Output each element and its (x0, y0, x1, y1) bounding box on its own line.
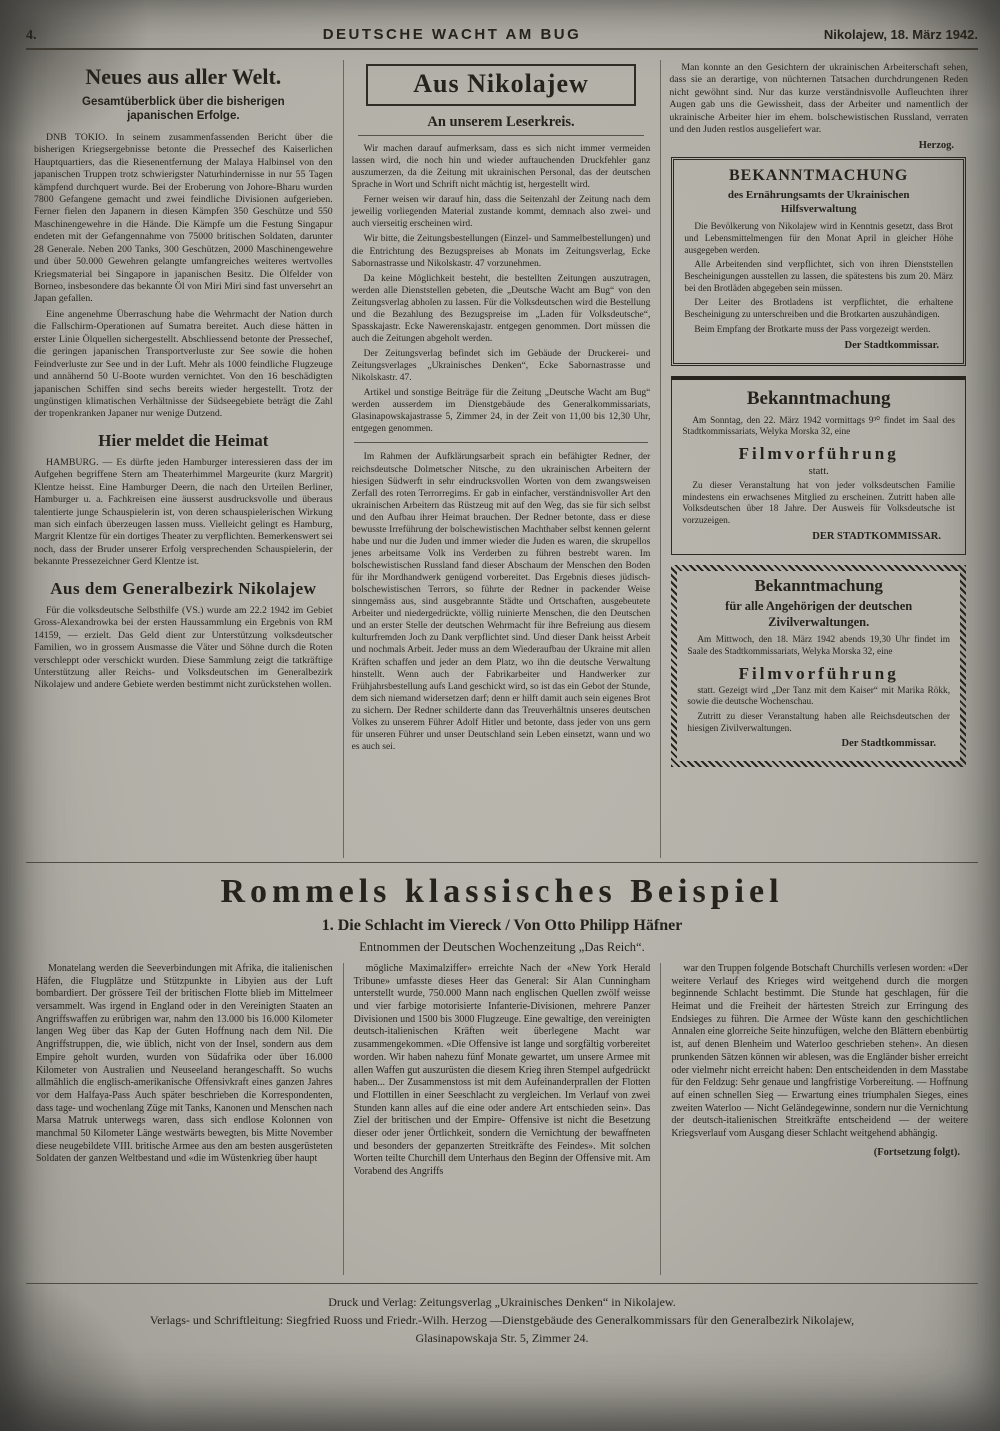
leserkreis-paragraph: Artikel und sonstige Beiträge für die Zeitung „Deutsche Wacht am Bug“ werden ausserdem im Dienstgebäude des Generalkommissariats, Glasinapowskajastrasse 5, Zimmer 24, in der Zeit von 11,00 bis 12,30 Uhr, entgegen genommen. (351, 388, 651, 435)
article-heimat (34, 431, 333, 569)
world-news-subheadline: Gesamtüberblick über die bisherigen japanischen Erfolge. (82, 96, 285, 123)
continuation-note: (Fortsetzung folgt). (873, 1146, 961, 1158)
aufklaerung-continuation: Man konnte an den Gesichtern der ukrainischen Arbeiterschaft sehen, dass sie an derartige, von nüchternen Tatsachen durchdrungenen Reden nicht gewöhnt sind. Nur das kurze verständnisvolle Aufleuchten ihrer Augen gab uns die Gewissheit, dass der Arbeiter und namentlich der ukrainische Arbeiter hier im ehem. bolschewistischen Russland, verraten und den Juden restlos ausgeliefert war. (669, 62, 969, 136)
author-signature: Herzog. (918, 139, 955, 151)
announcement-detail: statt. Gezeigt wird „Der Tanz mit dem Kaiser“ mit Marika Rökk, sowie die deutsche Wochenschau. (687, 685, 951, 708)
masthead-row (26, 26, 978, 50)
announcement-paragraph: Beim Empfang der Brotkarte muss der Pass vorgezeigt werden. (694, 324, 931, 335)
world-news-headline: Neues aus aller Welt. (85, 64, 282, 89)
announcement-signature: Der Stadtkommissar. (841, 738, 937, 750)
announcement-intro: Am Mittwoch, den 18. März 1942 abends 19,30 Uhr findet im Saale des Stadtkommissariats, Welyka Morska 32, eine (687, 635, 951, 657)
section-divider (354, 442, 649, 443)
announcement-title: Bekanntmachung (754, 575, 883, 595)
announcement-subtitle: für alle Angehörigen der deutschen Zivilverwaltungen. (725, 598, 913, 630)
announcement-subtitle: des Ernährungsamts der Ukrainischen Hilfsverwaltung (727, 188, 910, 215)
announcement-title: Bekanntmachung (746, 387, 891, 409)
imprint-line: Druck und Verlag: Zeitungsverlag „Ukrainisches Denken“ in Nikolajew. (328, 1295, 676, 1309)
announcement-paragraph: Alle Arbeitenden sind verpflichtet, sich von ihren Dienststellen Bescheinigungen ausstellen zu lassen, die spätestens bis zum 20. März bei den Brotläden abgegeben sein müssen. (684, 260, 954, 294)
announcement-signature: DER STADTKOMMISSAR. (812, 530, 942, 542)
leserkreis-paragraph: Wir machen darauf aufmerksam, dass es sich nicht immer vermeiden lassen wird, die noch hin und wieder auftauchenden Druckfehler ganz auszumerzen, da die Zeitung mit ukrainischen Personal, das der deutschen Sprache in Wort und Schrift nicht mächtig ist, hergestellt wird. (351, 144, 651, 191)
imprint-line: Verlags- und Schriftleitung: Siegfried Ruoss und Friedr.-Wilh. Herzog —Dienstgebäude des Generalkommissars für den Generalbezirk Nikolajew, (149, 1313, 855, 1327)
film-event-statt: statt. (808, 465, 829, 477)
rommel-source-line: Entnommen der Deutschen Wochenzeitung „Das Reich“. (359, 940, 645, 954)
leserkreis-paragraph: Da keine Möglichkeit besteht, die bestellten Zeitungen auszutragen, werden alle Dienststellen gebeten, die „Deutsche Wacht am Bug“ von den Zeitungsverlag abholen zu lassen. Für die Volksdeutschen wird die Bestellung und die Bezahlung des Bezugspreise im „Laden für Volksdeutsche“, Spasskajastr. Ecke Nawerenskajastr. entgegen genommen. Dort müssen die auch die Zeitungen abgeholt werden. (351, 273, 651, 344)
aus-nikolajew-headline-box (366, 64, 637, 106)
article-generalbezirk (34, 579, 333, 692)
leserkreis-subheadline: An unserem Leserkreis. (358, 114, 645, 136)
leserkreis-paragraph: Wir bitte, die Zeitungsbestellungen (Einzel- und Sammelbestellungen) und die Entrichtung des Bezugspreises ab Monats im Zeitungsverlag, Ecke Sabornastrasse und Nikolskastr. 47 vorzunehmen. (351, 234, 651, 269)
rommel-text: mögliche Maximalziffer» erreichte Nach der «New York Herald Tribune» umfasste dieses Heer das General: Sir Alan Cunningham unterstellt wurde, 750.000 Mann nach englischen Quellen zwölf weisse und vier farbige motorisierte Infanterie-Divisionen, mehrere Panzer Divisionen und 1500 bis 3000 Flugzeuge. Eine gewaltige, den vereinigten deutsch-italienischen Kräften weit überlegene Macht war zusammengekommen. «Die Offensive ist lange und sorgfältig vorbereitet worden. Wir haben nahezu fünf Monate gewartet, um unsere Armee mit allen Waffen gut auszurüsten die diesem Krieg ihren Stempel aufgedrückt haben... Der Zusammenstoss ist mit dem Aufeinanderprallen der Flotten und Flottillen in einer Seeschlacht zu vergleichen. Im Verlauf von zwei Stunden kann alles auf die eine oder andere Art entschieden sein». Das Ziel der britischen und der Empire- Offensive ist nicht die Besetzung dieser oder jener Örtlichkeit, sondern die Vernichtung der bewaffneten und besonders der gepanzerten Streitkräfte des Feindes». Mit solchen Worten teilte Churchill dem Unterhaus den Beginn der Offensive mit. Am Vorabend des Angriffs (353, 963, 651, 1177)
generalbezirk-paragraph: Für die volksdeutsche Selbsthilfe (VS.) wurde am 22.2 1942 im Gebiet Gross-Alexandrowka bei der ersten Haussammlung ein Ergebnis von RM 14159, — erzielt. Das Geld dient zur Unterstützung volksdeutscher Familien, wo in grossem Ausmasse die Väter und Söhne durch die Roten verschleppt oder verschickt wurden. Diese Sammlung zeigt die tatkräftige Unterstützung aller Reichs- und Volksdeutschen im Generalbezirk Nikolajew und andere Gebiete werden bestimmt nicht zurückstehen wollen. (34, 604, 333, 691)
middle-column (343, 60, 661, 858)
announcement-title: BEKANNTMACHUNG (729, 166, 909, 184)
announcement-film-mittwoch (671, 565, 966, 768)
announcement-intro: Am Sonntag, den 22. März 1942 vormittags 9³⁰ findet im Saal des Stadtkommissariats, Welyka Morska 32, eine (682, 415, 956, 438)
article-world-news (34, 64, 333, 421)
rommel-text: war den Truppen folgende Botschaft Churchills verlesen worden: «Der weitere Verlauf des Krieges wird weitgehend durch die morgen beginnende Schlacht bestimmt. Die Stunde hat geschlagen, für die Heimat und die Freiheit der härtesten Streich zur Erringung des Endsieges zu führen. Die Armee der Wüste kann den geschichtlichen Annalen eine glorreiche Seite hinzufügen, welche den Blättern ebenbürtig ist, auf denen Blenheim und Waterloo geschrieben stehen». An diesen prunkenden Sätzen können wir ablesen, was die Engländer bisher erreicht oder vielmehr nicht erreicht haben: Den entscheidenden in dem Masstabe für den Feldzug: Sehr genaue und langfristige Vorbereitung. — Hoffnung auf einen schnellen Sieg — Erwartung eines triumphalen Sieges, eines zweiten Waterloo — Nicht Geländegewinne, sondern nur die Vernichtung der deutsch-italienischen Streitkräfte entscheidend — der weitere Kriegsverlauf vom Ausgang dieser Schlacht weitgehend abhängig. (671, 963, 969, 1139)
rommel-text: Monatelang werden die Seeverbindungen mit Afrika, die italienischen Häfen, die Flugplätze und Stützpunkte in Libyien aus der Luft bombardiert. Der grössere Teil der britischen Flotte blieb im Mittelmeer versammelt. Was irgend in England oder in den Vereinigten Staaten an Angriffswaffen zu erübrigen war, nahm den 13.000 bis 16.000 Kilometer langen Weg über das Kap der Guten Hoffnung nach dem Nil. Die Angriffstruppen, die, wie üblich, nicht von der Insel, sondern aus dem Empire geholt wurden, wurden von Südafrika oder über 16.000 Kilometer von Australien und Neuseeland herangeschafft. So wuchs allmählich die englisch-amerikanische Offensivkraft eines ganzen Jahres vor dem Halfaya-Pass Auch später beschrieben die Korrespondenten, dass tage- und wochenlang Züge mit Tanks, Kanonen und Menschen nach Marsa Matruk unterwegs waren, dass sich endlose Kolonnen von manchmal 50 Kilometer Länge westwärts bewegten, bis Mitte November diese neugebildete VIII. britische Armee aus den am besten ausgerüsteten Soldaten der ganzen Weltbestand und «die im Wüstenkrieg über haupt (36, 963, 333, 1165)
rommel-column-3 (660, 963, 978, 1275)
aus-nikolajew-headline: Aus Nikolajew (413, 69, 589, 98)
rommel-column-2 (343, 963, 661, 1275)
leserkreis-paragraph: Der Zeitungsverlag befindet sich im Gebäude der Druckerei- und Zeitungsverlages „Ukrainisches Denken“, Ecke Sabornastrasse und Nikolskastr. 47. (351, 349, 651, 384)
imprint (26, 1283, 978, 1347)
right-column (660, 60, 978, 858)
announcement-paragraph: Zutritt zu dieser Veranstaltung haben alle Reichsdeutschen der hiesigen Zivilverwaltungen. (687, 712, 951, 734)
upper-columns (26, 60, 978, 858)
dateline: Nikolajew, 18. März 1942. (823, 27, 978, 42)
announcement-paragraph: Zu dieser Veranstaltung hat von jeder volksdeutschen Familie mindestens ein erwachsenes Mitglied zu erscheinen. Zutritt haben alle Volksdeutschen über 18 Jahre. Der Ausweis für Volksdeutsche ist vorzuzeigen. (682, 480, 956, 527)
rommel-subheadline: 1. Die Schlacht im Viereck / Von Otto Philipp Häfner (321, 917, 683, 934)
leserkreis-paragraph: Ferner weisen wir darauf hin, dass die Seitenzahl der Zeitung nach dem jeweilig vorliegenden Material zustande kommt, demnach also zwei- und auch vierseitig erscheinen wird. (351, 195, 651, 230)
film-event-title: Filmvorführung (738, 443, 899, 463)
announcement-paragraph: Der Leiter des Brotladens ist verpflichtet, die erhaltene Bescheinigung zu unterschreiben und die Brotkarten auszuhändigen. (684, 298, 954, 321)
announcement-paragraph: Die Bevölkerung von Nikolajew wird in Kenntnis gesetzt, dass Brot und Lebensmittelmengen für den Monat April in gleicher Höhe ausgegeben werden. (684, 222, 954, 256)
rommel-headline: Rommels klassisches Beispiel (220, 873, 784, 910)
heimat-headline: Hier meldet die Heimat (98, 430, 269, 450)
announcement-inner (677, 571, 960, 762)
world-news-paragraph: Eine angenehme Überraschung habe die Wehrmacht der Nation durch die Fallschirm-Operationen auf Sumatra bereitet. Auch diese hätten in erster Linie Ölquellen sichergestellt. Abschliessend betonte der Pressechef, die geringen japanischen Transportverluste zur See sowie die hohen Feindverluste zur See und in der Luft. Mehr als 1000 feindliche Flugzeuge und annähernd 50 U-Boote wurden vernichtet. Von den 16 beschädigten japanischen Schiffen sind sechs bereits wieder hergestellt. Trotz der ungünstigen klimatischen Verhältnisse der Südseegebiete beträgt die Zahl der tropenkranken Japaner nur wenige Dutzend. (34, 308, 333, 420)
imprint-line: Glasinapowskaja Str. 5, Zimmer 24. (415, 1331, 589, 1345)
aufklaerung-paragraph: Im Rahmen der Aufklärungsarbeit sprach ein befähigter Redner, der reichsdeutsche Dolmetscher Nitsche, zu den ukrainischen Arbeitern der hiesigen Südwerft in sehr eindrucksvollen Worten von dem zwangsweisen Zerfall des roten Terrorregims. Er gab in einfacher, verständnisvoller Art den ukrainischen Arbeitern das Rüstzeug mit auf den Weg, das sie für sich selbst und den Aufbau ihrer Heimat brauchen. Der Redner betonte, dass er diese bewusste Irreführung der bolschewistischen Machthaber selbst kennen gelernt habe und nur die Juden und immer wieder die Juden es waren, die skrupellos jenes arbeitsame Volk ins Verderben zu führen bestrebt waren. Im bolschewistischen Russland fand dieser Abschaum der Menschen den Boden für ihr Mordhandwerk genügend vorbereitet. Das Ergebnis dieses jüdisch-bolschewistischen Terrors, so führte der Redner in packender Weise sinngemäss aus, sind ausgebrannte Städte und Ortschaften, ausgebeutete Arbeiter und niedergedrückte, völlig ruinierte Menschen, die den Deutschen und an erster Stelle der deutschen Wehrmacht für ihre Befreiung aus diesem kulturfremden Joch zu Dank verpflichtet sind. Und dieser Dank heisst Arbeit und nochmals Arbeit. Jeder muss an dem Wiederaufbau der Ukraine mit allen Kräften schaffen und jeder an dem Platz, wo ihn die deutsche Verwaltung hinstellt. Wenn auch der Fabrikarbeiter und Handwerker zur Frühjahrsbestellung aufs Land geschickt wird, so ist das ein Gebot der Stunde, dem sich niemand widersetzen darf; denn er hilft damit auch sein eigenes Brot zu sichern. Der Redner schilderte dann das Treuverhältnis unseres deutschen Volkes zu unserem Führer Adolf Hitler und betonte, dass jeder von uns gern für unseren Führer und unser Deutschland sein Leben einsetzt, wann und wo es auch sei. (351, 452, 651, 752)
rommel-feature (26, 862, 978, 1275)
heimat-paragraph: HAMBURG. — Es dürfte jeden Hamburger interessieren dass der im Aufgehen begriffene Stern am Theaterhimmel Margeurite (kurz Margrit) Klentze heisst. Eine Hamburger Deern, die nach den Urteilen Berliner, Hamburger u. a. Fachkreisen eine äusserst ausdrucksvolle und überaus talentierte junge Schauspielerin ist, von deren schauspielerischen Wirkung man sich einfach überzeugen lassen muss. Vielleicht gelingt es Hamburg, Margrit Klentze für ein dortiges Theater zu verpflichten. Bemerkenswert sei noch, dass der Bruder unserer Erfolg versprechenden Schauspielerin, der bekannte Pressezeichner Gerd Klentze ist. (34, 456, 333, 568)
rommel-columns (26, 963, 978, 1275)
world-news-paragraph: DNB TOKIO. In seinem zusammenfassenden Bericht über die bisherigen Kriegsergebnisse betonte die Pressechef des Kaiserlichen Hauptquartiers, das die Riesenentfernung der Malaya Halbinsel von den japanischen Truppen trotz schwierigster Naturhindernisse in nur 55 Tagen kämpfend durchquert wurde. Bei der Eroberung von Johore-Bharu wurden 7800 Gefangene gemacht und zwei feindliche Divisionen aufgerieben. Ferner fielen den Japanern in diesen Kämpfen 350 Geschütze und 550 Maschinengewehre in die Hände. Die Kämpfe um die Festung Singapur endeten mit der Gefangennahme von 75000 britischen Soldaten, darunter 28 Generale. Neben 200 Tanks, 300 Geschützen, 2000 Maschinengewehre und über 50.000 Gewehren gelangte umfangreiches weiteres wertvolles Kriegsmaterial bei Singapore in japanischen Besitz. Die Ölfelder von Borneo, insbesondere das bekannte Öl von Miri Miri sind fast unversehrt an Japan gefallen. (34, 131, 333, 305)
announcement-ernaehrungsamt (671, 157, 966, 366)
announcement-film-sonntag (671, 376, 966, 555)
announcement-signature: Der Stadtkommissar. (844, 339, 940, 351)
left-column (26, 60, 343, 858)
film-event-title: Filmvorführung (738, 663, 899, 683)
rommel-column-1 (26, 963, 343, 1275)
masthead-title: DEUTSCHE WACHT AM BUG (322, 26, 582, 43)
page-number: 4. (26, 28, 37, 43)
generalbezirk-headline: Aus dem Generalbezirk Nikolajew (50, 578, 317, 598)
